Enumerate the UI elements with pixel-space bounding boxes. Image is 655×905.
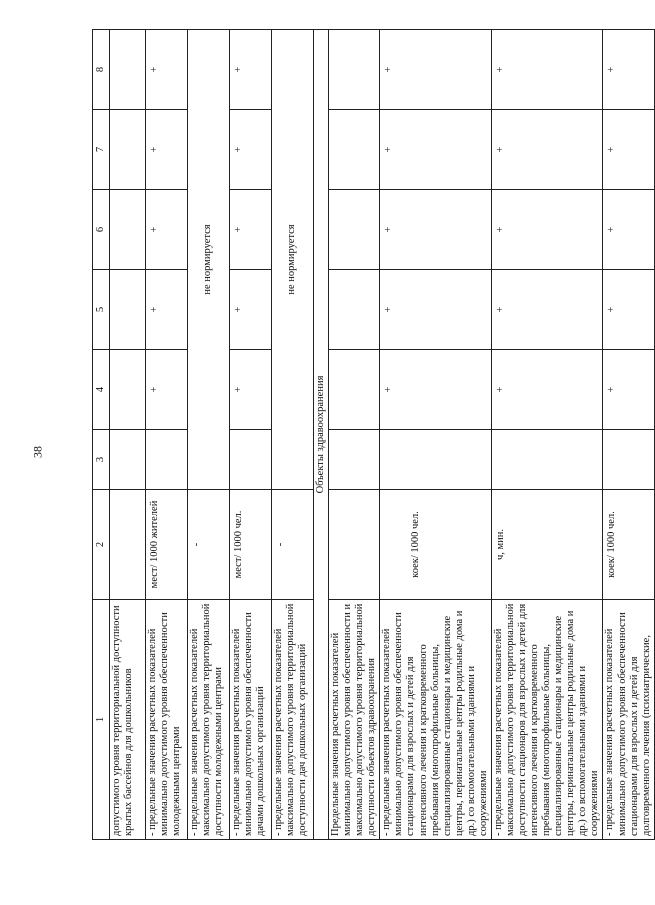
- unit-cell: -: [188, 490, 230, 600]
- value-cell: +: [603, 190, 654, 270]
- value-cell: +: [230, 30, 272, 110]
- value-cell: +: [146, 190, 188, 270]
- table-row: [491, 30, 603, 840]
- page-number: 38: [30, 446, 45, 458]
- header-cell: 2: [93, 490, 110, 600]
- value-cell: +: [230, 270, 272, 350]
- value-cell: [110, 270, 146, 350]
- header-cell: 3: [93, 430, 110, 490]
- not-normed-cell: не нормируется: [188, 30, 230, 490]
- table-row: [380, 30, 492, 840]
- table-row: [329, 30, 380, 840]
- indicator-text: - предельные значения расчетных показателей максимально допустимого уровня территориальной доступности дач дошкольных организаций: [272, 600, 314, 840]
- unit-cell: мест/ 1000 чел.: [230, 490, 272, 600]
- indicator-text: - предельные значения расчетных показателей максимально допустимого уровня территориальной доступности стационаров для взрослых и детей для интенсивного лечения и кратковременного пребывания (многопрофильные больницы, специализированные стационары и медицинские центры, перинатальные центры родильные дома и др.) со вспомогательными зданиями и сооружениями: [491, 600, 603, 840]
- value-cell: +: [491, 110, 603, 190]
- value-cell: [329, 350, 380, 430]
- header-cell: 6: [93, 190, 110, 270]
- value-cell: [329, 270, 380, 350]
- value-cell: +: [230, 350, 272, 430]
- section-title: Объекты здравоохранения: [314, 30, 329, 840]
- value-cell: [110, 350, 146, 430]
- table-row: [272, 30, 314, 840]
- value-cell: +: [146, 110, 188, 190]
- value-cell: [230, 430, 272, 490]
- value-cell: +: [603, 270, 654, 350]
- value-cell: [110, 110, 146, 190]
- indicator-text: - предельные значения расчетных показателей минимально допустимого уровня обеспеченности стационарами для взрослых и детей для долговременного лечения (психиатрические,: [603, 600, 654, 840]
- header-cell: 8: [93, 30, 110, 110]
- header-cell: 1: [93, 600, 110, 840]
- value-cell: [491, 430, 603, 490]
- unit-cell: -: [272, 490, 314, 600]
- value-cell: +: [491, 350, 603, 430]
- indicator-text: - предельные значения расчетных показателей минимально допустимого уровня обеспеченности стационарами для взрослых и детей для интенсивного лечения и кратковременного пребывания (многопрофильные больницы, специализированные стационары и медицинские центры, перинатальные центры родильные дома и др.) со вспомогательными зданиями и сооружениями: [380, 600, 492, 840]
- value-cell: [329, 430, 380, 490]
- unit-cell: мест/ 1000 жителей: [146, 490, 188, 600]
- rotated-table-container: [92, 30, 652, 840]
- unit-cell: коек/ 1000 чел.: [603, 490, 654, 600]
- unit-cell: коек/ 1000 чел.: [380, 490, 492, 600]
- indicator-text: - предельные значения расчетных показателей минимально допустимого уровня обеспеченности дачами дошкольных организаций: [230, 600, 272, 840]
- value-cell: +: [380, 190, 492, 270]
- value-cell: [380, 430, 492, 490]
- value-cell: [110, 30, 146, 110]
- header-cell: 7: [93, 110, 110, 190]
- value-cell: +: [380, 30, 492, 110]
- value-cell: +: [380, 350, 492, 430]
- value-cell: +: [146, 270, 188, 350]
- value-cell: [329, 190, 380, 270]
- value-cell: [603, 430, 654, 490]
- value-cell: +: [146, 30, 188, 110]
- table-row: [188, 30, 230, 840]
- value-cell: [329, 110, 380, 190]
- indicator-text: - предельные значения расчетных показателей максимально допустимого уровня территориальной доступности молодежными центрами: [188, 600, 230, 840]
- standards-table: [92, 29, 655, 840]
- table-row: [603, 30, 654, 840]
- value-cell: +: [146, 350, 188, 430]
- not-normed-cell: не нормируется: [272, 30, 314, 490]
- value-cell: +: [603, 30, 654, 110]
- table-row: [110, 30, 146, 840]
- table-row: [230, 30, 272, 840]
- value-cell: [110, 430, 146, 490]
- header-cell: 5: [93, 270, 110, 350]
- unit-cell: [329, 490, 380, 600]
- value-cell: [146, 430, 188, 490]
- value-cell: +: [603, 350, 654, 430]
- value-cell: +: [491, 190, 603, 270]
- header-cell: 4: [93, 350, 110, 430]
- unit-cell: ч, мин.: [491, 490, 603, 600]
- indicator-text: допустимого уровня территориальной доступности крытых бассейнов для дошкольников: [110, 600, 146, 840]
- value-cell: +: [491, 30, 603, 110]
- value-cell: +: [491, 270, 603, 350]
- value-cell: +: [380, 270, 492, 350]
- section-row: [314, 30, 329, 840]
- value-cell: [329, 30, 380, 110]
- header-row: [93, 30, 110, 840]
- value-cell: +: [380, 110, 492, 190]
- table-row: [146, 30, 188, 840]
- unit-cell: [110, 490, 146, 600]
- value-cell: +: [230, 110, 272, 190]
- value-cell: [110, 190, 146, 270]
- value-cell: +: [603, 110, 654, 190]
- indicator-text: Предельные значения расчетных показателей минимально допустимого уровня обеспеченности и максимально допустимого уровня территориальной доступности объектов здравоохранения: [329, 600, 380, 840]
- indicator-text: - предельные значения расчетных показателей минимально допустимого уровня обеспеченности молодежными центрами: [146, 600, 188, 840]
- value-cell: +: [230, 190, 272, 270]
